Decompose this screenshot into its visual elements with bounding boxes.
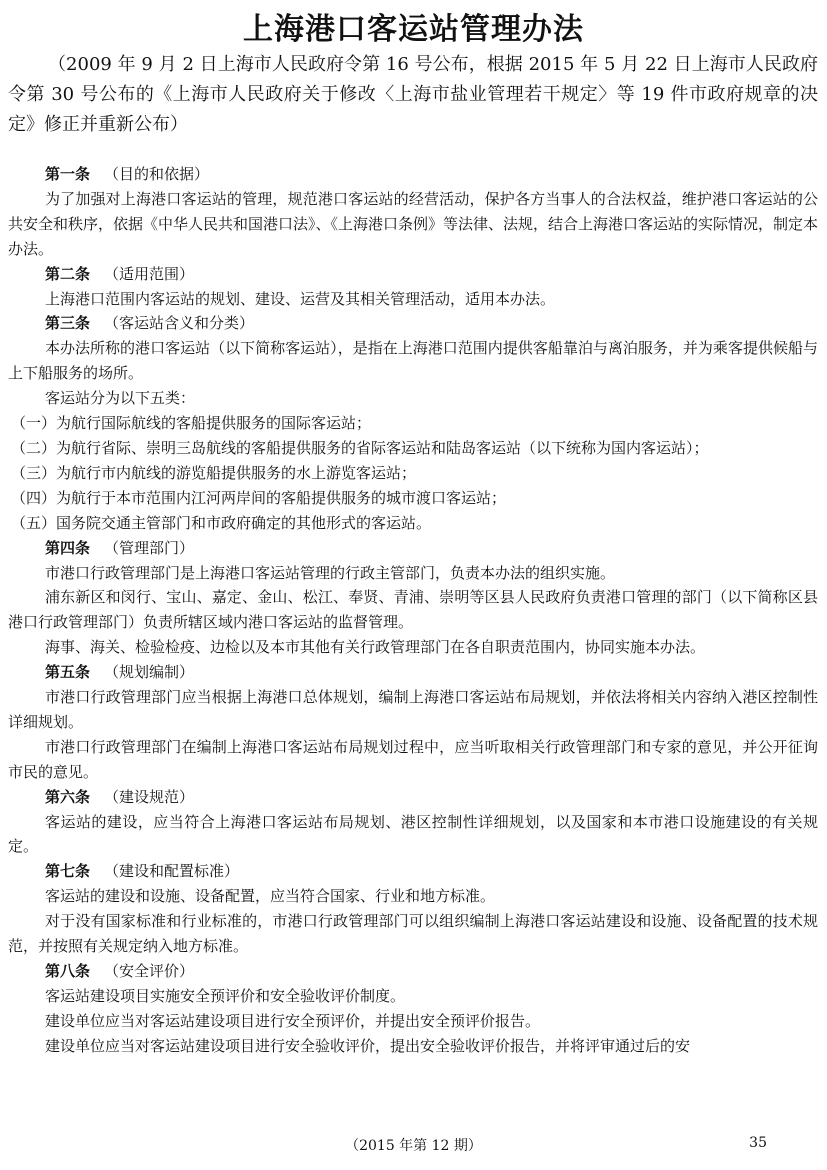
article-paragraph: 上海港口范围内客运站的规划、建设、运营及其相关管理活动，适用本办法。 bbox=[45, 289, 556, 308]
article-paragraph: 建设单位应当对客运站建设项目进行安全预评价，并提出安全预评价报告。 bbox=[45, 1011, 541, 1030]
article-heading bbox=[8, 311, 818, 336]
page-footer bbox=[0, 1135, 827, 1157]
article-subject: （建设规范） bbox=[104, 787, 195, 806]
list-item: （二）为航行省际、崇明三岛航线的客船提供服务的省际客运站和陆岛客运站（以下统称为国内客运站）； bbox=[11, 438, 709, 457]
article-paragraph: 本办法所称的港口客运站（以下简称客运站），是指在上海港口范围内提供客船靠泊与离泊服务，并为乘客提供候船与上下船服务的场所。 bbox=[8, 339, 818, 383]
article-heading bbox=[8, 262, 818, 287]
article-paragraph: 客运站分为以下五类： bbox=[45, 389, 196, 408]
page-number: 35 bbox=[749, 1135, 767, 1151]
document-title: 上海港口客运站管理办法 bbox=[243, 12, 584, 47]
article-paragraph: 为了加强对上海港口客运站的管理，规范港口客运站的经营活动，保护各方当事人的合法权益，维护港口客运站的公共安全和秩序，依据《中华人民共和国港口法》、《上海港口条例》等法律、法规，结合上海港口客运站的实际情况，制定本办法。 bbox=[8, 189, 819, 258]
article-subject: （管理部门） bbox=[104, 538, 195, 557]
article-paragraph: 市港口行政管理部门在编制上海港口客运站布局规划过程中，应当听取相关行政管理部门和专家的意见，并公开征询市民的意见。 bbox=[8, 737, 818, 781]
article-heading bbox=[8, 859, 818, 884]
article-paragraph: 客运站建设项目实施安全预评价和安全验收评价制度。 bbox=[45, 986, 406, 1005]
article-number: 第七条 bbox=[45, 862, 91, 881]
document-body bbox=[8, 162, 818, 1059]
article-number: 第八条 bbox=[45, 962, 91, 980]
article-subject: （规划编制） bbox=[104, 663, 195, 682]
article-number: 第五条 bbox=[45, 663, 91, 682]
article-paragraph: 市港口行政管理部门应当根据上海港口总体规划，编制上海港口客运站布局规划，并依法将相关内容纳入港区控制性详细规划。 bbox=[8, 688, 818, 731]
article-paragraph: 市港口行政管理部门是上海港口客运站管理的行政主管部门，负责本办法的组织实施。 bbox=[45, 563, 616, 582]
article-paragraph: 客运站的建设，应当符合上海港口客运站布局规划、港区控制性详细规划，以及国家和本市港口设施建设的有关规定。 bbox=[8, 812, 818, 856]
list-item: （五）国务院交通主管部门和市政府确定的其他形式的客运站。 bbox=[11, 513, 432, 532]
article-heading bbox=[8, 660, 818, 685]
article-paragraph: 海事、海关、检验检疫、边检以及本市其他有关行政管理部门在各自职责范围内，协同实施本办法。 bbox=[45, 638, 706, 657]
article-paragraph: 建设单位应当对客运站建设项目进行安全验收评价，提出安全验收评价报告，并将评审通过后的安 bbox=[45, 1036, 691, 1055]
article-number: 第六条 bbox=[45, 787, 91, 806]
list-item: （四）为航行于本市范围内江河两岸间的客船提供服务的城市渡口客运站； bbox=[11, 488, 507, 507]
publication-note: （2009 年 9 月 2 日上海市人民政府令第 16 号公布，根据 2015 年 5 月 22 日上海市人民政府令第 30 号公布的《上海市人民政府关于修改〈上海市盐业管理若干规定〉等 19 件市政府规章的决定》修正并重新公布） bbox=[8, 54, 818, 135]
article-number: 第一条 bbox=[45, 165, 91, 183]
article-number: 第四条 bbox=[45, 538, 91, 557]
article-heading bbox=[8, 536, 818, 561]
article-subject: （目的和依据） bbox=[104, 165, 210, 183]
article-heading bbox=[8, 959, 818, 984]
article-paragraph: 对于没有国家标准和行业标准的，市港口行政管理部门可以组织编制上海港口客运站建设和设施、设备配置的技术规范，并按照有关规定纳入地方标准。 bbox=[8, 912, 818, 956]
article-subject: （建设和配置标准） bbox=[104, 862, 240, 881]
article-subject: （客运站含义和分类） bbox=[104, 314, 255, 333]
list-item: （一）为航行国际航线的客船提供服务的国际客运站； bbox=[11, 414, 372, 433]
list-item: （三）为航行市内航线的游览船提供服务的水上游览客运站； bbox=[11, 463, 417, 482]
issue-number: （2015 年第 12 期） bbox=[345, 1138, 482, 1154]
article-number: 第二条 bbox=[45, 264, 91, 283]
article-heading bbox=[8, 162, 818, 187]
article-subject: （适用范围） bbox=[104, 264, 195, 283]
article-paragraph: 客运站的建设和设施、设备配置，应当符合国家、行业和地方标准。 bbox=[45, 887, 496, 906]
article-number: 第三条 bbox=[45, 314, 91, 333]
article-heading bbox=[8, 785, 818, 810]
article-subject: （安全评价） bbox=[104, 962, 195, 980]
article-paragraph: 浦东新区和闵行、宝山、嘉定、金山、松江、奉贤、青浦、崇明等区县人民政府负责港口管理的部门（以下简称区县港口行政管理部门）负责所辖区域内港口客运站的监督管理。 bbox=[8, 588, 818, 632]
